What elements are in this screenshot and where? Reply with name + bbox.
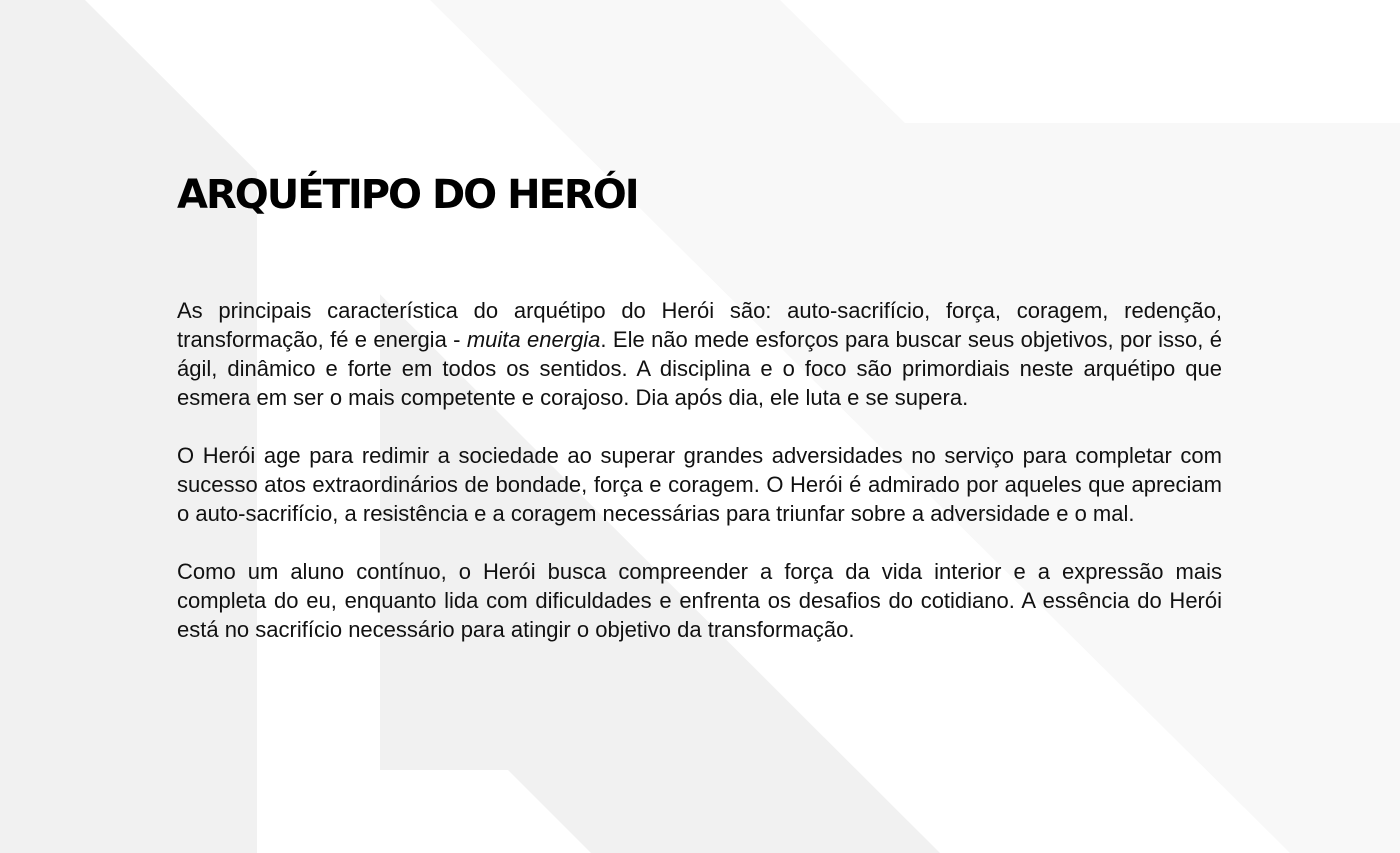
paragraph-1-text-start: As principais característica do arquétipo do Herói são: auto-sacrifício, força, coragem, redenção, transformação, fé e energia -: [177, 298, 1222, 352]
paragraph-1-emphasis: muita energia: [466, 327, 601, 352]
slide-title: ARQUÉTIPO DO HERÓI: [177, 172, 638, 218]
paragraph-characteristics: [177, 296, 1222, 412]
paragraph-1-text-end: . Ele não mede esforços para buscar seus objetivos, por isso, é ágil, dinâmico e forte em todos os sentidos. A disciplina e o foco são primordiais neste arquétipo que esmera em ser o mais competente e corajoso. Dia após dia, ele luta e se supera.: [177, 327, 1222, 410]
paragraph-redemption: O Herói age para redimir a sociedade ao superar grandes adversidades no serviço para completar com sucesso atos extraordinários de bondade, força e coragem. O Herói é admirado por aqueles que apreciam o auto-sacrifício, a resistência e a coragem necessárias para triunfar sobre a adversidade e o mal.: [177, 443, 1222, 526]
slide-body: [177, 296, 1222, 644]
slide-content: [177, 170, 1222, 673]
paragraph-essence: Como um aluno contínuo, o Herói busca compreender a força da vida interior e a expressão mais completa do eu, enquanto lida com dificuldades e enfrenta os desafios do cotidiano. A essência do Herói está no sacrifício necessário para atingir o objetivo da transformação.: [177, 559, 1222, 642]
